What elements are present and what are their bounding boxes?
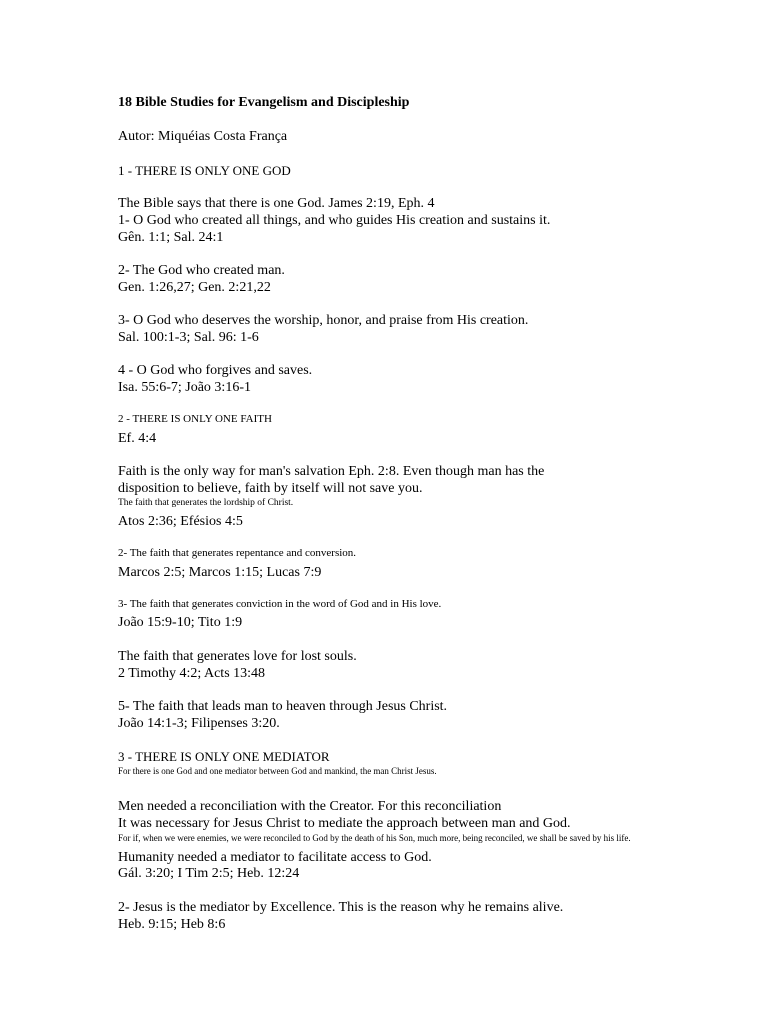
text-line: 2- The God who created man. [118,263,285,278]
text-line: For there is one God and one mediator between God and mankind, the man Christ Jesus. [118,766,437,776]
reference-line: Isa. 55:6-7; João 3:16-1 [118,380,251,395]
section-heading-one-god: 1 - THERE IS ONLY ONE GOD [118,163,291,178]
reference-line: 2 Timothy 4:2; Acts 13:48 [118,666,266,681]
reference-line: Gên. 1:1; Sal. 24:1 [118,230,224,245]
text-line: It was necessary for Jesus Christ to mediate the approach between man and God. [118,816,571,831]
text-line: 3- O God who deserves the worship, honor, and praise from His creation. [118,313,529,328]
text-line: disposition to believe, faith by itself will not save you. [118,481,423,496]
section-heading-one-mediator: 3 - THERE IS ONLY ONE MEDIATOR [118,749,330,764]
reference-line: Gál. 3:20; I Tim 2:5; Heb. 12:24 [118,866,300,881]
text-line: 2- The faith that generates repentance and conversion. [118,547,357,559]
reference-line: Ef. 4:4 [118,431,157,446]
text-line: Humanity needed a mediator to facilitate access to God. [118,850,432,865]
text-line: The faith that generates the lordship of Christ. [118,498,294,508]
text-line: The Bible says that there is one God. James 2:19, Eph. 4 [118,196,435,211]
text-line: The faith that generates love for lost souls. [118,649,357,664]
text-line: 4 - O God who forgives and saves. [118,363,313,378]
reference-line: Gen. 1:26,27; Gen. 2:21,22 [118,280,271,295]
text-line: 1- O God who created all things, and who guides His creation and sustains it. [118,213,551,228]
reference-line: Marcos 2:5; Marcos 1:15; Lucas 7:9 [118,565,322,580]
author-line: Autor: Miquéias Costa França [118,129,288,144]
reference-line: João 15:9-10; Tito 1:9 [118,615,243,630]
text-line: For if, when we were enemies, we were reconciled to God by the death of his Son, much more, being reconciled, we shall be saved by his life. [118,833,631,843]
text-line: 5- The faith that leads man to heaven through Jesus Christ. [118,699,448,714]
section-heading-one-faith: 2 - THERE IS ONLY ONE FAITH [118,413,272,425]
reference-line: João 14:1-3; Filipenses 3:20. [118,716,280,731]
reference-line: Atos 2:36; Efésios 4:5 [118,514,243,529]
text-line: 3- The faith that generates conviction in the word of God and in His love. [118,598,442,610]
text-line: Faith is the only way for man's salvation Eph. 2:8. Even though man has the [118,464,545,479]
reference-line: Heb. 9:15; Heb 8:6 [118,917,226,932]
text-line: Men needed a reconciliation with the Creator. For this reconciliation [118,799,502,814]
document-title: 18 Bible Studies for Evangelism and Discipleship [118,95,410,110]
text-line: 2- Jesus is the mediator by Excellence. This is the reason why he remains alive. [118,900,564,915]
reference-line: Sal. 100:1-3; Sal. 96: 1-6 [118,330,259,345]
